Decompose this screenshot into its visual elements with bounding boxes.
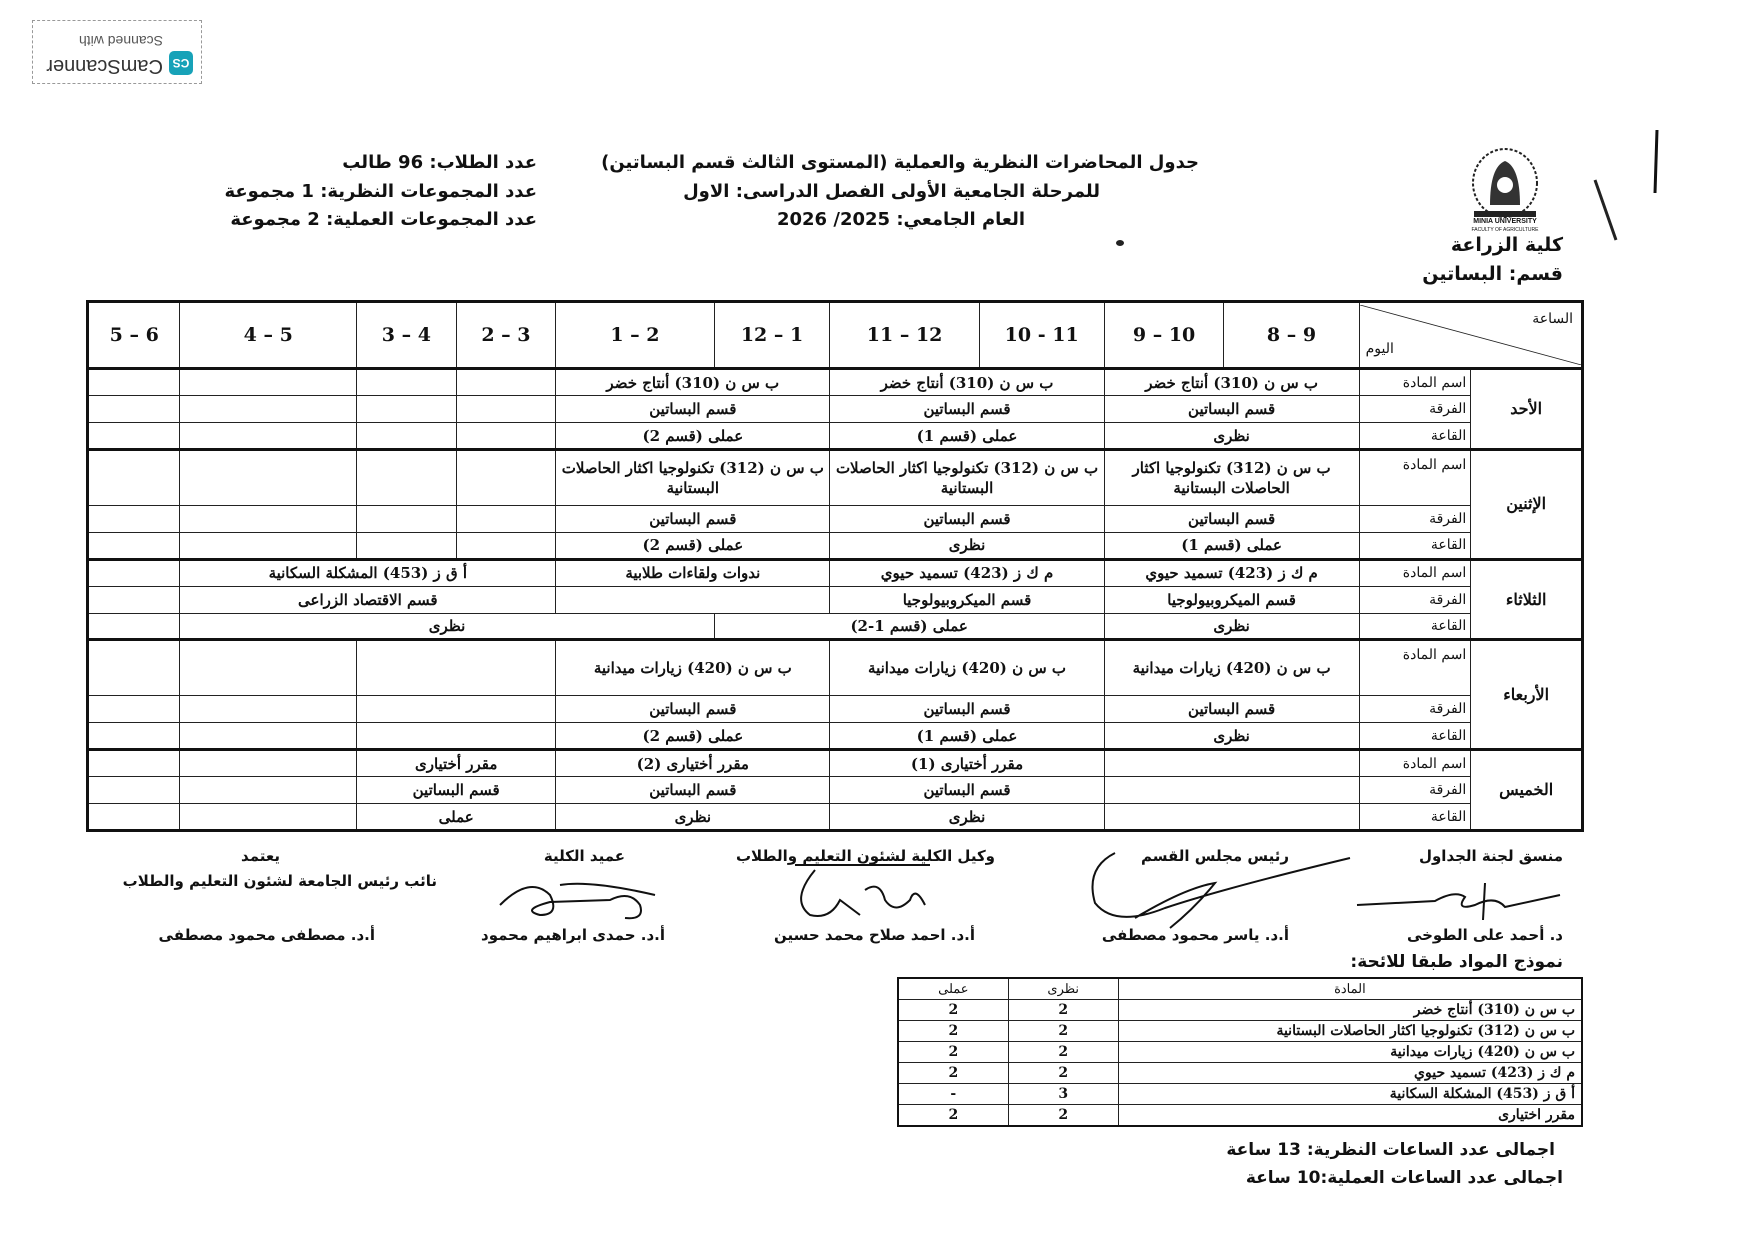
row-label-group: الفرقة (1359, 586, 1471, 613)
day-wednesday (88, 640, 1583, 750)
cell-group: قسم البساتين (357, 777, 556, 804)
day-name: الأربعاء (1471, 640, 1583, 750)
cell-hall: نظرى (830, 804, 1104, 831)
row-label-group: الفرقة (1359, 396, 1471, 423)
day-name: الأحد (1471, 369, 1583, 450)
cell-group: قسم الميكروبيولوجيا (1104, 586, 1359, 613)
table-row (898, 1021, 1582, 1042)
subject-name: مقرر اختيارى (1118, 1105, 1582, 1127)
subject-theory: 2 (1008, 1042, 1118, 1063)
subject-practical: 2 (898, 1105, 1008, 1127)
cell-hall: نظرى (1104, 723, 1359, 750)
signature-name: أ.د. حمدى ابراهيم محمود (481, 926, 665, 944)
slot-10-9: 10 – 9 (1104, 302, 1224, 369)
signature-title: عميد الكلية (543, 847, 625, 865)
subjects-table (897, 977, 1583, 1127)
slot-11-10: 11 - 10 (979, 302, 1104, 369)
row-label-hall: القاعة (1359, 723, 1471, 750)
slot-4-3: 4 – 3 (357, 302, 457, 369)
academic-year: العام الجامعي: 2025/ 2026 (776, 209, 1025, 230)
cell-group: قسم الاقتصاد الزراعى (180, 586, 556, 613)
logo-subtext: FACULTY OF AGRICULTURE (1471, 227, 1539, 233)
cell-subject: ب س ن (312) تكنولوجيا اكثار الحاصلات البستانية (1104, 450, 1359, 506)
department-name: قسم: البساتين (1422, 263, 1563, 285)
subjects-header-cell: نظرى (1008, 978, 1118, 1000)
subject-practical: 2 (898, 1000, 1008, 1021)
signature-department-head-icon (1075, 848, 1355, 938)
day-monday (88, 450, 1583, 560)
day-tuesday (88, 559, 1583, 640)
cell-subject: ب س ن (310) أنتاج خضر (1104, 369, 1359, 396)
slot-3-2: 3 – 2 (456, 302, 556, 369)
corner-time-label: الساعة (1532, 311, 1573, 328)
signature-vice-dean-icon (785, 860, 935, 930)
theory-groups: عدد المجموعات النظرية: 1 مجموعة (224, 181, 537, 202)
cell-hall: عملى (357, 804, 556, 831)
signature-name: أ.د. ياسر محمود مصطفى (1101, 926, 1289, 944)
ink-dot (1116, 240, 1124, 246)
cell-subject: م ك ز (423) تسميد حيوي (830, 559, 1104, 586)
students-count: عدد الطلاب: 96 طالب (342, 152, 537, 173)
cell-hall: نظرى (1104, 613, 1359, 640)
faculty-name: كلية الزراعة (1450, 234, 1563, 256)
table-row (898, 1042, 1582, 1063)
cell-group: قسم البساتين (556, 505, 830, 532)
table-row (898, 1105, 1582, 1127)
row-label-group: الفرقة (1359, 505, 1471, 532)
subject-practical: 2 (898, 1021, 1008, 1042)
table-row (898, 1084, 1582, 1105)
subject-name: ب س ن (420) زيارات ميدانية (1118, 1042, 1582, 1063)
cell-subject: ب س ن (420) زيارات ميدانية (1104, 640, 1359, 696)
cell-subject: مقرر أختيارى (357, 750, 556, 777)
cell-hall: عملى (قسم 2) (556, 723, 830, 750)
cell-subject: ب س ن (310) أنتاج خضر (830, 369, 1104, 396)
subject-theory: 2 (1008, 1105, 1118, 1127)
camscanner-logo-icon: CS (169, 51, 193, 75)
page-subtitle: للمرحلة الجامعية الأولى الفصل الدراسى: الاول (683, 181, 1100, 202)
subjects-header-cell: المادة (1118, 978, 1582, 1000)
row-label-group: الفرقة (1359, 696, 1471, 723)
slot-9-8: 9 – 8 (1224, 302, 1359, 369)
day-thursday (88, 750, 1583, 831)
subject-name: أ ق ز (453) المشكلة السكانية (1118, 1084, 1582, 1105)
signature-title: وكيل الكلية لشئون التعليم والطلاب (735, 847, 995, 865)
cell-subject: ب س ن (312) تكنولوجيا اكثار الحاصلات البستانية (556, 450, 830, 506)
cell-hall: عملى (قسم 1) (1104, 532, 1359, 559)
page-title: جدول المحاضرات النظرية والعملية (المستوى الثالث قسم البساتين) (601, 152, 1199, 173)
cell-group: قسم البساتين (830, 777, 1104, 804)
subject-practical: - (898, 1084, 1008, 1105)
cell-subject: م ك ز (423) تسميد حيوي (1104, 559, 1359, 586)
subject-practical: 2 (898, 1063, 1008, 1084)
row-label-subject: اسم المادة (1359, 750, 1471, 777)
cell-hall: عملى (قسم 2) (556, 423, 830, 450)
cell-hall: نظرى (1104, 423, 1359, 450)
subject-practical: 2 (898, 1042, 1008, 1063)
camscanner-badge (32, 20, 202, 84)
total-practical-hours: اجمالى عدد الساعات العملية:10 ساعة (1245, 1168, 1563, 1188)
camscanner-name: CamScanner (46, 55, 163, 77)
cell-subject: ب س ن (312) تكنولوجيا اكثار الحاصلات البستانية (830, 450, 1104, 506)
day-name: الخميس (1471, 750, 1583, 831)
slot-6-5: 6 – 5 (88, 302, 180, 369)
time-header-row (88, 302, 1583, 369)
row-label-subject: اسم المادة (1359, 450, 1471, 506)
signature-name: د. أحمد على الطوخى (1406, 926, 1563, 944)
camscanner-sub: Scanned with (78, 33, 163, 49)
cell-subject: ندوات ولقاءات طلابية (556, 559, 830, 586)
subject-theory: 2 (1008, 1021, 1118, 1042)
cell-group: قسم الميكروبيولوجيا (830, 586, 1104, 613)
corner-cell (1359, 302, 1582, 369)
cell-hall: عملى (قسم 2) (556, 532, 830, 559)
cell-group: قسم البساتين (1104, 696, 1359, 723)
practical-groups: عدد المجموعات العملية: 2 مجموعة (230, 209, 537, 230)
slot-2-1: 2 – 1 (556, 302, 714, 369)
signature-title: يعتمد (241, 847, 280, 865)
cell-hall: عملى (قسم 1-2) (714, 613, 1104, 640)
subject-theory: 3 (1008, 1084, 1118, 1105)
signature-title: نائب رئيس الجامعة لشئون التعليم والطلاب (122, 872, 437, 890)
row-label-group: الفرقة (1359, 777, 1471, 804)
subjects-title: نموذج المواد طبقا للائحة: (1350, 952, 1563, 972)
cell-group: قسم البساتين (556, 396, 830, 423)
row-label-hall: القاعة (1359, 613, 1471, 640)
table-row (898, 1063, 1582, 1084)
subject-name: م ك ز (423) تسميد حيوي (1118, 1063, 1582, 1084)
row-label-subject: اسم المادة (1359, 369, 1471, 396)
day-name: الإثنين (1471, 450, 1583, 560)
logo-text: MINIA UNIVERSITY (1473, 218, 1537, 225)
cell-subject: ب س ن (310) أنتاج خضر (556, 369, 830, 396)
cell-hall: نظرى (830, 532, 1104, 559)
slot-5-4: 5 – 4 (180, 302, 357, 369)
cell-hall: عملى (قسم 1) (830, 423, 1104, 450)
total-theory-hours: اجمالى عدد الساعات النظرية: 13 ساعة (1226, 1140, 1555, 1160)
subject-name: ب س ن (312) تكنولوجيا اكثار الحاصلات البستانية (1118, 1021, 1582, 1042)
cell-group: قسم البساتين (830, 396, 1104, 423)
schedule-table (86, 300, 1584, 832)
cell-hall: نظرى (180, 613, 714, 640)
subject-theory: 2 (1008, 1063, 1118, 1084)
cell-hall: عملى (قسم 1) (830, 723, 1104, 750)
day-sunday (88, 369, 1583, 450)
slot-12-11: 12 – 11 (830, 302, 979, 369)
table-row (898, 1000, 1582, 1021)
cell-subject: مقرر أختيارى (1) (830, 750, 1104, 777)
cell-subject: ب س ن (420) زيارات ميدانية (556, 640, 830, 696)
signature-title: رئيس مجلس القسم (1140, 847, 1289, 865)
day-name: الثلاثاء (1471, 559, 1583, 640)
row-label-subject: اسم المادة (1359, 640, 1471, 696)
slot-1-12: 1 – 12 (714, 302, 830, 369)
pen-mark-icon (1580, 125, 1680, 255)
cell-group: قسم البساتين (1104, 396, 1359, 423)
signature-name: أ.د. احمد صلاح محمد حسين (773, 926, 975, 944)
signature-name: أ.د. مصطفى محمود مصطفى (158, 926, 375, 944)
subjects-header-cell: عملى (898, 978, 1008, 1000)
subject-theory: 2 (1008, 1000, 1118, 1021)
cell-group: قسم البساتين (1104, 505, 1359, 532)
corner-day-label: اليوم (1365, 341, 1394, 358)
row-label-hall: القاعة (1359, 532, 1471, 559)
subject-name: ب س ن (310) أنتاج خضر (1118, 1000, 1582, 1021)
cell-group: قسم البساتين (830, 505, 1104, 532)
row-label-hall: القاعة (1359, 804, 1471, 831)
cell-group: قسم البساتين (556, 777, 830, 804)
signature-title: منسق لجنة الجداول (1418, 847, 1563, 865)
cell-subject: أ ق ز (453) المشكلة السكانية (180, 559, 556, 586)
cell-group: قسم البساتين (556, 696, 830, 723)
row-label-subject: اسم المادة (1359, 559, 1471, 586)
cell-hall: نظرى (556, 804, 830, 831)
cell-group: قسم البساتين (830, 696, 1104, 723)
cell-subject: مقرر أختيارى (2) (556, 750, 830, 777)
subjects-header-row (898, 978, 1582, 1000)
signature-coordinator-icon (1355, 875, 1565, 925)
cell-subject: ب س ن (420) زيارات ميدانية (830, 640, 1104, 696)
row-label-hall: القاعة (1359, 423, 1471, 450)
signature-dean-icon (490, 870, 660, 930)
